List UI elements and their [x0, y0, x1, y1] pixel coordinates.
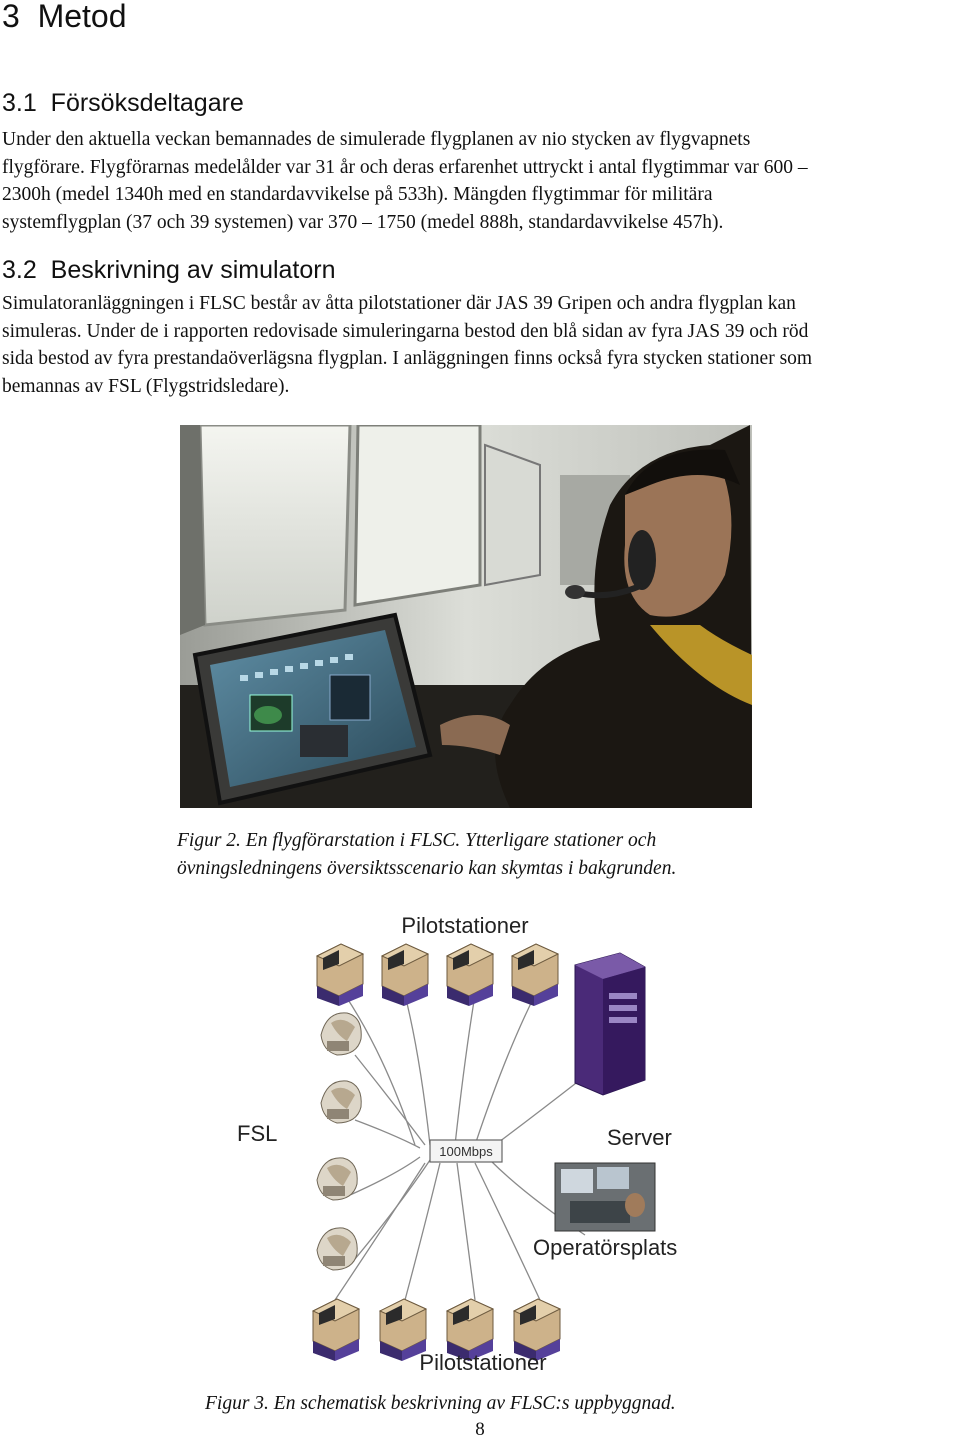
- page-number: 8: [475, 1419, 485, 1440]
- pilot-station-icon: [382, 944, 428, 1006]
- subsection-title: Beskrivning av simulatorn: [50, 256, 336, 284]
- caption-line: Figur 2. En flygförarstation i FLSC. Ytterligare stationer och: [177, 830, 657, 851]
- fsl-station-icon: [317, 1158, 357, 1200]
- label-server: Server: [607, 1125, 672, 1150]
- section-heading: [2, 0, 127, 36]
- label-operator-station: Operatörsplats: [533, 1235, 678, 1260]
- subsection-title: Försöksdeltagare: [50, 89, 244, 117]
- flsc-schematic-diagram: [225, 905, 705, 1375]
- paragraph-line: sida bestod av fyra prestandaöverlägsna flygplan. I anläggningen finns också fyra stycken stationer som: [2, 348, 813, 369]
- subsection-number: 3.1: [2, 89, 37, 117]
- operator-station-photo: [555, 1163, 655, 1231]
- pilot-station-icon: [313, 1299, 359, 1361]
- simulator-paragraph: [2, 290, 960, 400]
- subsection-heading-participants: [2, 88, 244, 118]
- subsection-number: 3.2: [2, 256, 37, 284]
- figure-3-caption: Figur 3. En schematisk beskrivning av FLSC:s uppbyggnad.: [205, 1393, 676, 1414]
- paragraph-line: flygförare. Flygförarnas medelålder var 31 år och deras erfarenhet uttryckt i antal flygtimmar var 600 –: [2, 156, 808, 178]
- fsl-station-icon: [317, 1228, 357, 1270]
- pilot-station-photo: [180, 425, 752, 808]
- label-network-speed: 100Mbps: [439, 1144, 493, 1159]
- paragraph-line: bemannas av FSL (Flygstridsledare).: [2, 375, 290, 397]
- pilot-station-icon: [447, 944, 493, 1006]
- background-screen-center: [355, 425, 480, 605]
- pilot-station-icon: [317, 944, 363, 1006]
- headset: [628, 530, 656, 590]
- figure-2-caption: [177, 827, 676, 883]
- label-pilot-stations-top: Pilotstationer: [401, 913, 529, 938]
- fsl-station-icon: [321, 1081, 361, 1123]
- paragraph-line: systemflygplan (37 och 39 systemen) var 370 – 1750 (medel 888h, standardavvikelse 457h).: [2, 211, 724, 233]
- background-screen-left: [200, 425, 350, 625]
- server-icon: [575, 953, 645, 1095]
- pilot-station-icon: [512, 944, 558, 1006]
- section-number: 3: [2, 0, 20, 34]
- network-diagram: [225, 905, 705, 1375]
- pilot-station-illustration: [180, 425, 752, 808]
- paragraph-line: Simulatoranläggningen i FLSC består av åtta pilotstationer där JAS 39 Gripen och andra flygplan kan: [2, 293, 796, 314]
- participants-paragraph: [2, 126, 960, 236]
- subsection-heading-simulator: [2, 255, 336, 285]
- label-pilot-stations-bottom: Pilotstationer: [419, 1350, 547, 1375]
- label-fsl: FSL: [237, 1121, 278, 1146]
- section-title: Metod: [37, 0, 127, 34]
- paragraph-line: Under den aktuella veckan bemannades de simulerade flygplanen av nio stycken av flygvapnets: [2, 129, 751, 150]
- fsl-station-icon: [321, 1013, 361, 1055]
- paragraph-line: 2300h (medel 1340h med en standardavvikelse på 533h). Mängden flygtimmar för militära: [2, 184, 713, 205]
- paragraph-line: simuleras. Under de i rapporten redovisade simuleringarna bestod den blå sidan av fyra JAS 39 och röd: [2, 320, 809, 342]
- caption-line: övningsledningens översiktsscenario kan skymtas i bakgrunden.: [177, 858, 677, 879]
